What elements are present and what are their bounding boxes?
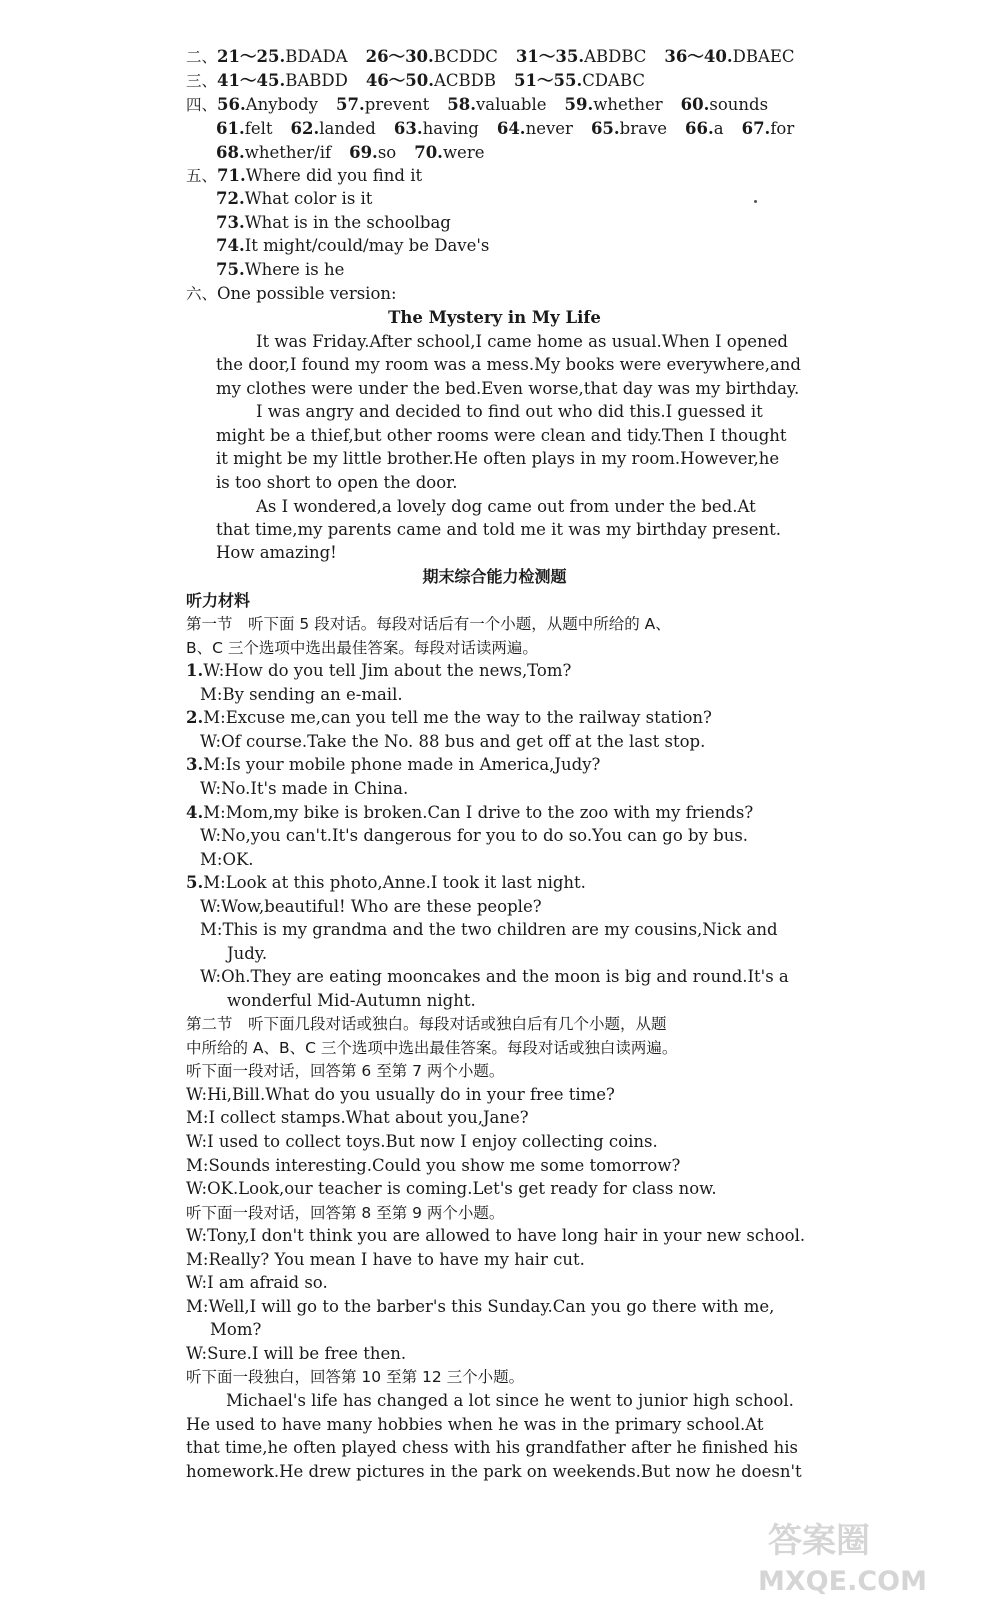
part4-label: 四、 bbox=[186, 96, 218, 114]
answer-text: What color is it bbox=[244, 189, 373, 208]
num: 4. bbox=[186, 803, 204, 822]
instruction: 听下面一段独白，回答第 10 至第 12 三个小题。 bbox=[186, 1368, 525, 1386]
range: 21～25. bbox=[217, 47, 286, 66]
essay-title: The Mystery in My Life bbox=[388, 308, 601, 327]
part5-item bbox=[216, 212, 451, 234]
num: 74. bbox=[216, 236, 245, 255]
answer-text: What is in the schoolbag bbox=[244, 213, 451, 232]
num: 61. bbox=[216, 119, 245, 138]
dialogue-line: W:Sure.I will be free then. bbox=[186, 1344, 407, 1363]
part5-item bbox=[216, 259, 344, 281]
answer: BCDDC bbox=[433, 47, 498, 66]
answer-text: Where did you find it bbox=[245, 166, 423, 185]
monologue-line: Michael's life has changed a lot since he went to junior high school. bbox=[226, 1391, 794, 1410]
num: 64. bbox=[496, 119, 526, 138]
num: 66. bbox=[685, 119, 714, 138]
essay-line: the door,I found my room was a mess.My books were everywhere,and bbox=[216, 355, 801, 374]
num: 67. bbox=[741, 119, 771, 138]
dialogue-line bbox=[186, 872, 586, 894]
num: 68. bbox=[216, 143, 245, 162]
range: 36～40. bbox=[664, 47, 733, 66]
essay-line: that time,my parents came and told me it was my birthday present. bbox=[216, 520, 782, 539]
dialogue-line: Mom? bbox=[210, 1320, 262, 1339]
dialogue-line bbox=[186, 660, 571, 682]
essay-line: my clothes were under the bed.Even worse,that day was my birthday. bbox=[216, 379, 800, 398]
word: a bbox=[713, 119, 724, 138]
num: 2. bbox=[186, 708, 204, 727]
num: 72. bbox=[216, 189, 245, 208]
watermark-url: MXQE.COM bbox=[758, 1566, 927, 1596]
dialogue-line: M:OK. bbox=[200, 850, 254, 869]
dialogue-line: M:Really? You mean I have to have my hair cut. bbox=[186, 1250, 585, 1269]
part3-line bbox=[186, 70, 663, 92]
monologue-line: homework.He drew pictures in the park on weekends.But now he doesn't bbox=[186, 1462, 802, 1481]
section-title: 期末综合能力检测题 bbox=[422, 567, 567, 586]
range: 26～30. bbox=[365, 47, 434, 66]
dialogue-line: W:I used to collect toys.But now I enjoy collecting coins. bbox=[186, 1132, 658, 1151]
intro-text: One possible version: bbox=[217, 284, 397, 303]
text: W:How do you tell Jim about the news,Tom? bbox=[203, 661, 572, 680]
range: 31～35. bbox=[515, 47, 585, 66]
answer: DBAEC bbox=[732, 47, 795, 66]
word: prevent bbox=[364, 95, 430, 114]
dialogue-line: W:Wow,beautiful! Who are these people? bbox=[200, 897, 542, 916]
text: M:Excuse me,can you tell me the way to the railway station? bbox=[203, 708, 712, 727]
dialogue-line: M:Sounds interesting.Could you show me some tomorrow? bbox=[186, 1156, 681, 1175]
dialogue-line: wonderful Mid-Autumn night. bbox=[227, 991, 476, 1010]
num: 73. bbox=[216, 213, 245, 232]
answer: ACBDB bbox=[433, 71, 497, 90]
part5-item bbox=[186, 165, 422, 187]
instruction: 第二节 听下面几段对话或独白。每段对话或独白后有几个小题，从题 bbox=[186, 1015, 667, 1033]
word: for bbox=[770, 119, 795, 138]
listening-heading: 听力材料 bbox=[186, 591, 251, 610]
speck bbox=[754, 200, 757, 203]
part5-item bbox=[216, 188, 372, 210]
word: never bbox=[525, 119, 573, 138]
dialogue-line: Judy. bbox=[227, 944, 268, 963]
dialogue-line: M:By sending an e-mail. bbox=[200, 685, 403, 704]
essay-line: As I wondered,a lovely dog came out from under the bed.At bbox=[256, 497, 756, 516]
dialogue-line: W:No,you can't.It's dangerous for you to do so.You can go by bus. bbox=[200, 826, 749, 845]
num: 58. bbox=[447, 95, 476, 114]
essay-line: it might be my little brother.He often plays in my room.However,he bbox=[216, 449, 780, 468]
dialogue-line: W:OK.Look,our teacher is coming.Let's get ready for class now. bbox=[186, 1179, 717, 1198]
range: 51～55. bbox=[514, 71, 583, 90]
num: 62. bbox=[290, 119, 320, 138]
word: sounds bbox=[709, 95, 769, 114]
part4-row1 bbox=[186, 94, 786, 116]
watermark-logo-text: 答案圈 bbox=[768, 1521, 870, 1561]
dialogue-line bbox=[186, 754, 600, 776]
instruction: 听下面一段对话，回答第 6 至第 7 两个小题。 bbox=[186, 1062, 505, 1080]
part2-label: 二、 bbox=[186, 48, 218, 66]
watermark-logo bbox=[748, 1510, 983, 1596]
word: were bbox=[442, 143, 485, 162]
dialogue-line: W:No.It's made in China. bbox=[200, 779, 409, 798]
word: so bbox=[377, 143, 397, 162]
part6-intro bbox=[186, 283, 397, 305]
range: 46～50. bbox=[365, 71, 434, 90]
word: brave bbox=[619, 119, 668, 138]
range: 41～45. bbox=[217, 71, 286, 90]
num: 1. bbox=[186, 661, 204, 680]
dialogue-line: W:Oh.They are eating mooncakes and the moon is big and round.It's a bbox=[200, 967, 789, 986]
num: 59. bbox=[564, 95, 594, 114]
word: whether bbox=[593, 95, 663, 114]
part4-row2 bbox=[216, 118, 812, 140]
dialogue-line: W:Hi,Bill.What do you usually do in your free time? bbox=[186, 1085, 615, 1104]
dialogue-line bbox=[186, 707, 712, 729]
monologue-line: that time,he often played chess with his grandfather after he finished his bbox=[186, 1438, 799, 1457]
part5-label: 五、 bbox=[186, 167, 218, 185]
instruction: 听下面一段对话，回答第 8 至第 9 两个小题。 bbox=[186, 1204, 505, 1222]
num: 70. bbox=[414, 143, 443, 162]
num: 75. bbox=[216, 260, 245, 279]
word: having bbox=[422, 119, 479, 138]
text: M:Is your mobile phone made in America,Judy? bbox=[203, 755, 601, 774]
instruction: 第一节 听下面 5 段对话。每段对话后有一个小题，从题中所给的 A、 bbox=[186, 615, 671, 633]
instruction: B、C 三个选项中选出最佳答案。每段对话读两遍。 bbox=[186, 639, 538, 657]
num: 65. bbox=[590, 119, 620, 138]
answer: CDABC bbox=[582, 71, 646, 90]
dialogue-line: M:Well,I will go to the barber's this Sunday.Can you go there with me, bbox=[186, 1297, 775, 1316]
num: 57. bbox=[335, 95, 365, 114]
answer: ABDBC bbox=[584, 47, 647, 66]
dialogue-line: W:I am afraid so. bbox=[186, 1273, 328, 1292]
part2-line bbox=[186, 46, 813, 68]
answer-text: It might/could/may be Dave's bbox=[244, 236, 490, 255]
part5-item bbox=[216, 235, 489, 257]
num: 5. bbox=[186, 873, 204, 892]
part6-label: 六、 bbox=[186, 285, 218, 303]
num: 60. bbox=[680, 95, 710, 114]
answer: BDADA bbox=[285, 47, 348, 66]
text: M:Look at this photo,Anne.I took it last night. bbox=[203, 873, 586, 892]
dialogue-line: M:I collect stamps.What about you,Jane? bbox=[186, 1108, 529, 1127]
word: valuable bbox=[475, 95, 547, 114]
word: felt bbox=[244, 119, 273, 138]
dialogue-line: M:This is my grandma and the two children are my cousins,Nick and bbox=[200, 920, 778, 939]
essay-line: How amazing! bbox=[216, 543, 337, 562]
word: landed bbox=[319, 119, 376, 138]
answer: BABDD bbox=[285, 71, 348, 90]
num: 69. bbox=[349, 143, 378, 162]
part4-row3 bbox=[216, 142, 502, 164]
dialogue-line: W:Tony,I don't think you are allowed to have long hair in your new school. bbox=[186, 1226, 806, 1245]
essay-line: might be a thief,but other rooms were clean and tidy.Then I thought bbox=[216, 426, 787, 445]
answer-text: Where is he bbox=[244, 260, 345, 279]
essay-line: I was angry and decided to find out who did this.I guessed it bbox=[256, 402, 763, 421]
part3-label: 三、 bbox=[186, 72, 218, 90]
monologue-line: He used to have many hobbies when he was in the primary school.At bbox=[186, 1415, 764, 1434]
text: M:Mom,my bike is broken.Can I drive to the zoo with my friends? bbox=[203, 803, 754, 822]
word: whether/if bbox=[244, 143, 332, 162]
dialogue-line: W:Of course.Take the No. 88 bus and get off at the last stop. bbox=[200, 732, 706, 751]
num: 71. bbox=[217, 166, 246, 185]
instruction: 中所给的 A、B、C 三个选项中选出最佳答案。每段对话或独白读两遍。 bbox=[186, 1039, 678, 1057]
essay-line: It was Friday.After school,I came home as usual.When I opened bbox=[256, 332, 788, 351]
num: 3. bbox=[186, 755, 204, 774]
num: 63. bbox=[393, 119, 423, 138]
dialogue-line bbox=[186, 802, 753, 824]
num: 56. bbox=[217, 95, 246, 114]
word: Anybody bbox=[245, 95, 318, 114]
essay-line: is too short to open the door. bbox=[216, 473, 458, 492]
